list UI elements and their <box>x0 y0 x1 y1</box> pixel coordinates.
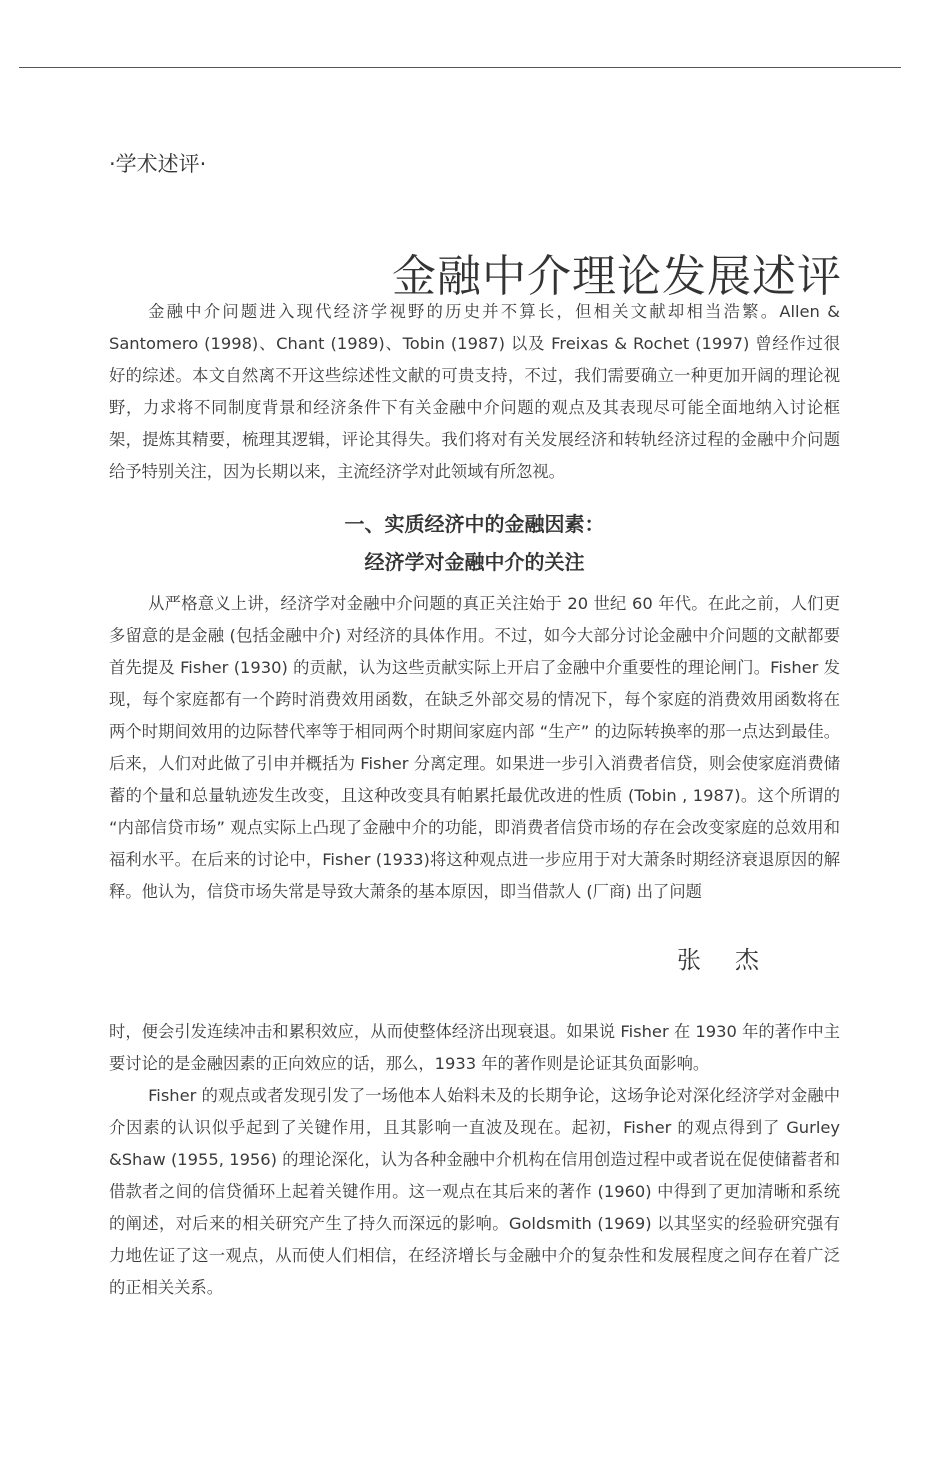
column-tag: ·学术述评· <box>109 152 207 176</box>
body-paragraph-1: 从严格意义上讲，经济学对金融中介问题的真正关注始于 20 世纪 60 年代。在此之前，人们更多留意的是金融 (包括金融中介) 对经济的具体作用。不过，如今大部分讨论金融中介问题的文献都要首先提及 Fisher (1930) 的贡献，认为这些贡献实际上开启了金融中介重要性的理论闸门。Fisher 发现，每个家庭都有一个跨时消费效用函数，在缺乏外部交易的情况下，每个家庭的消费效用函数将在两个时期间效用的边际替代率等于相同两个时期间家庭内部 “生产” 的边际转换率的那一点达到最佳。后来，人们对此做了引申并概括为 Fisher 分离定理。如果进一步引入消费者信贷，则会使家庭消费储蓄的个量和总量轨迹发生改变，且这种改变具有帕累托最优改进的性质 (Tobin , 1987)。这个所谓的 “内部信贷市场” 观点实际上凸现了金融中介的功能，即消费者信贷市场的存在会改变家庭的总效用和福利水平。在后来的讨论中，Fisher (1933)将这种观点进一步应用于对大萧条时期经济衰退原因的解释。他认为，信贷市场失常是导致大萧条的基本原因，即当借款人 (厂商) 出了问题 <box>109 594 840 901</box>
article-title: 金融中介理论发展述评 <box>392 251 842 302</box>
intro-paragraph: 金融中介问题进入现代经济学视野的历史并不算长，但相关文献却相当浩繁。Allen & Santomero (1998)、Chant (1989)、Tobin (1987) 以及 Freixas & Rochet (1997) 曾经作过很好的综述。本文自然离不开这些综述性文献的可贵支持，不过，我们需要确立一种更加开阔的理论视野，力求将不同制度背景和经济条件下有关金融中介问题的观点及其表现尽可能全面地纳入讨论框架，提炼其精要，梳理其逻辑，评论其得失。我们将对有关发展经济和转轨经济过程的金融中介问题给予特别关注，因为长期以来，主流经济学对此领域有所忽视。 <box>109 302 840 481</box>
author-name: 张杰 <box>677 946 793 974</box>
section-heading-line1: 一、实质经济中的金融因素： <box>344 512 605 536</box>
header-rule <box>19 67 901 68</box>
section-heading-line2: 经济学对金融中介的关注 <box>364 550 585 574</box>
body-paragraph-2: 时，便会引发连续冲击和累积效应，从而使整体经济出现衰退。如果说 Fisher 在 1930 年的著作中主要讨论的是金融因素的正向效应的话，那么，1933 年的著作则是论证其负面影响。 <box>109 1022 840 1073</box>
body-paragraph-3: Fisher 的观点或者发现引发了一场他本人始料未及的长期争论，这场争论对深化经济学对金融中介因素的认识似乎起到了关键作用，且其影响一直波及现在。起初，Fisher 的观点得到了 Gurley &Shaw (1955, 1956) 的理论深化，认为各种金融中介机构在信用创造过程中或者说在促使储蓄者和借款者之间的信贷循环上起着关键作用。这一观点在其后来的著作 (1960) 中得到了更加清晰和系统的阐述，对后来的相关研究产生了持久而深远的影响。Goldsmith (1969) 以其坚实的经验研究强有力地佐证了这一观点，从而使人们相信，在经济增长与金融中介的复杂性和发展程度之间存在着广泛的正相关关系。 <box>109 1086 840 1297</box>
